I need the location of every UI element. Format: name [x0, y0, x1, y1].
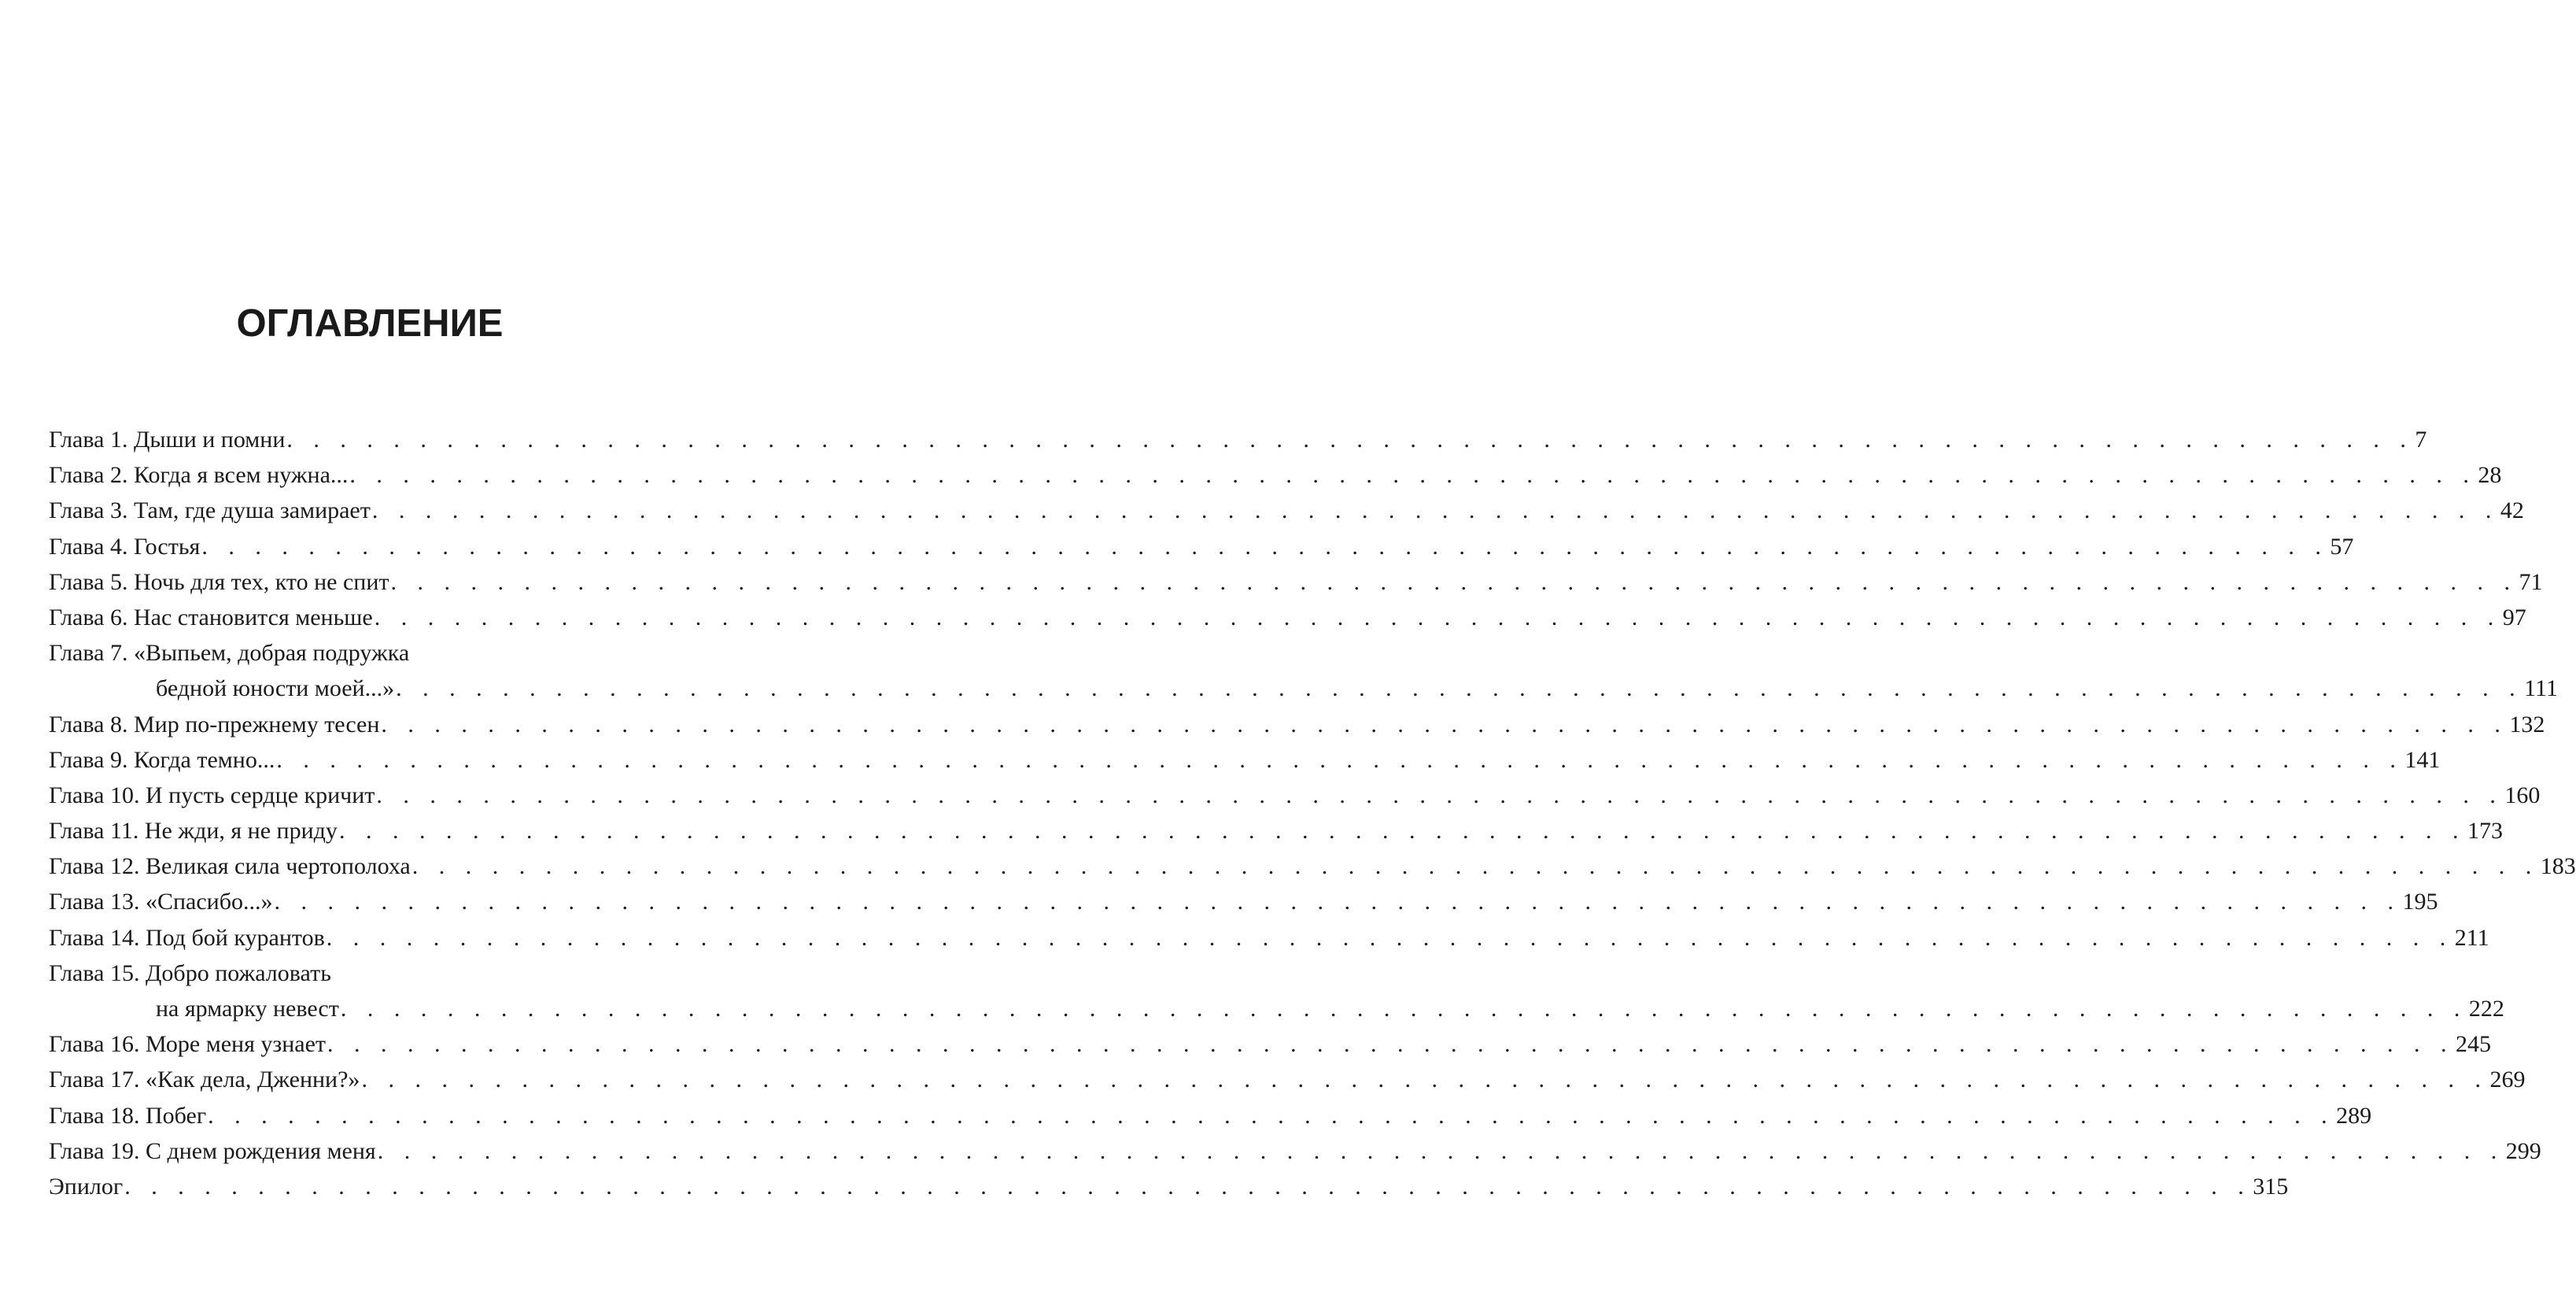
dot-leader: . . . . . . . . . . . . . . . . . . . . . . . . . . . . . . . . . . . . . . . . . . . . . . . . . . . . . . . . . . . . . . . . . . . . . . . . . . . . . . . .: [327, 1031, 2455, 1058]
chapter-number: Глава 14.: [49, 924, 140, 951]
dot-leader: . . . . . . . . . . . . . . . . . . . . . . . . . . . . . . . . . . . . . . . . . . . . . . . . . . . . . . . . . . . . . . . . . . . . . . . . . . . . . . . .: [376, 782, 2504, 808]
toc-line-continuation: [49, 671, 2558, 706]
entry-label: [49, 848, 411, 884]
chapter-number: Глава 19.: [49, 1137, 140, 1164]
page-number: 7: [2415, 427, 2427, 453]
dot-leader: . . . . . . . . . . . . . . . . . . . . . . . . . . . . . . . . . . . . . . . . . . . . . . . . . . . . . . . . . . . . . . . . . . . . . . . . . . . . . . . .: [381, 711, 2508, 738]
toc-entry: [49, 1133, 2541, 1169]
chapter-title: Мир по-прежнему тесен: [133, 711, 380, 738]
toc-entry: [49, 1169, 2289, 1204]
entry-label: [156, 671, 394, 706]
chapter-title: Когда я всем нужна...: [133, 462, 349, 489]
dot-leader: . . . . . . . . . . . . . . . . . . . . . . . . . . . . . . . . . . . . . . . . . . . . . . . . . . . . . . . . . . . . . . . . . . . . . . . . . . . . . . . .: [349, 462, 2477, 489]
entry-label: [49, 600, 373, 635]
dot-leader: . . . . . . . . . . . . . . . . . . . . . . . . . . . . . . . . . . . . . . . . . . . . . . . . . . . . . . . . . . . . . . . . . . . . . . . . . . . . . . . .: [338, 818, 2466, 845]
page-number: 42: [2500, 497, 2524, 524]
toc-entry: [49, 920, 2489, 956]
chapter-number: Глава 9.: [49, 746, 128, 773]
toc-line: [49, 1169, 2289, 1204]
dot-leader: . . . . . . . . . . . . . . . . . . . . . . . . . . . . . . . . . . . . . . . . . . . . . . . . . . . . . . . . . . . . . . . . . . . . . . . . . . . . . . . .: [201, 533, 2329, 560]
entry-label: [49, 1169, 123, 1204]
dot-leader: . . . . . . . . . . . . . . . . . . . . . . . . . . . . . . . . . . . . . . . . . . . . . . . . . . . . . . . . . . . . . . . . . . . . . . . . . . . . . . . .: [377, 1137, 2504, 1164]
entry-label: [49, 564, 389, 600]
dot-leader: . . . . . . . . . . . . . . . . . . . . . . . . . . . . . . . . . . . . . . . . . . . . . . . . . . . . . . . . . . . . . . . . . . . . . . . . . . . . . . . .: [274, 889, 2401, 915]
chapter-title: Побег: [145, 1102, 207, 1129]
table-of-contents: [49, 422, 2576, 1204]
chapter-title: Дыши и помни: [133, 427, 286, 453]
entry-label: [49, 707, 379, 742]
chapter-title: И пусть сердце кричит: [145, 782, 375, 808]
toc-entry: [49, 707, 2545, 742]
page-number: 315: [2253, 1173, 2289, 1200]
chapter-number: Глава 12.: [49, 853, 140, 880]
toc-entry: [49, 956, 2504, 1026]
chapter-number: Глава 13.: [49, 889, 140, 915]
page-title: ОГЛАВЛЕНИЕ: [236, 302, 504, 345]
page-number: 222: [2468, 996, 2504, 1022]
dot-leader: . . . . . . . . . . . . . . . . . . . . . . . . . . . . . . . . . . . . . . . . . . . . . . . . . . . . . . . . . . . . . . . . . . . . . . . . . . . . . . . .: [396, 675, 2523, 702]
entry-label: [49, 1133, 376, 1169]
toc-entry: [49, 564, 2543, 600]
chapter-number: Глава 11.: [49, 818, 139, 845]
chapter-title: Нас становится меньше: [133, 604, 373, 630]
toc-line: [49, 707, 2545, 742]
toc-entry: [49, 457, 2502, 493]
chapter-title: Эпилог: [49, 1173, 124, 1200]
page-number: 195: [2402, 889, 2438, 915]
page-number: 269: [2489, 1067, 2526, 1093]
toc-line: [49, 920, 2489, 956]
page-number: 71: [2519, 568, 2543, 595]
entry-label: [49, 884, 272, 919]
page-number: 141: [2404, 746, 2441, 773]
entry-label: [156, 991, 339, 1026]
chapter-title: Там, где душа замирает: [133, 497, 371, 524]
chapter-title: Великая сила чертополоха: [145, 853, 411, 880]
chapter-number: Глава 2.: [49, 462, 128, 489]
chapter-title: Под бой курантов: [145, 924, 325, 951]
toc-line: [49, 848, 2576, 884]
chapter-number: Глава 15.: [49, 959, 140, 986]
chapter-number: Глава 7.: [49, 640, 128, 667]
chapter-title: бедной юности моей...»: [156, 675, 395, 702]
dot-leader: . . . . . . . . . . . . . . . . . . . . . . . . . . . . . . . . . . . . . . . . . . . . . . . . . . . . . . . . . . . . . . . . . . . . . . . . . . . . . . . .: [124, 1173, 2252, 1200]
page-number: 132: [2509, 711, 2545, 738]
page-number: 289: [2336, 1102, 2372, 1129]
entry-label: [49, 956, 331, 991]
chapter-title: на ярмарку невест: [156, 996, 339, 1022]
entry-label: [49, 493, 371, 528]
toc-entry: [49, 635, 2558, 706]
entry-label: [49, 1062, 360, 1097]
dot-leader: . . . . . . . . . . . . . . . . . . . . . . . . . . . . . . . . . . . . . . . . . . . . . . . . . . . . . . . . . . . . . . . . . . . . . . . . . . . . . . . .: [390, 568, 2518, 595]
toc-entry: [49, 742, 2441, 778]
entry-label: [49, 635, 409, 671]
chapter-number: Глава 6.: [49, 604, 128, 630]
toc-entry: [49, 884, 2438, 919]
toc-entry: [49, 813, 2503, 848]
toc-entry: [49, 529, 2354, 564]
chapter-number: Глава 18.: [49, 1102, 140, 1129]
dot-leader: . . . . . . . . . . . . . . . . . . . . . . . . . . . . . . . . . . . . . . . . . . . . . . . . . . . . . . . . . . . . . . . . . . . . . . . . . . . . . . . .: [340, 996, 2467, 1022]
toc-line: [49, 422, 2427, 457]
page-number: 160: [2504, 782, 2541, 808]
page-number: 57: [2330, 533, 2354, 560]
chapter-number: Глава 17.: [49, 1067, 140, 1093]
page-number: 28: [2478, 462, 2502, 489]
chapter-title: «Выпьем, добрая подружка: [133, 640, 410, 667]
entry-label: [49, 742, 275, 778]
toc-line: [49, 493, 2524, 528]
chapter-title: С днем рождения меня: [145, 1137, 376, 1164]
toc-line: [49, 884, 2438, 919]
chapter-number: Глава 1.: [49, 427, 128, 453]
entry-label: [49, 813, 338, 848]
toc-line: [49, 1026, 2492, 1062]
toc-entry: [49, 1026, 2492, 1062]
toc-line: [49, 778, 2541, 813]
dot-leader: . . . . . . . . . . . . . . . . . . . . . . . . . . . . . . . . . . . . . . . . . . . . . . . . . . . . . . . . . . . . . . . . . . . . . . . . . . . . . . . .: [208, 1102, 2335, 1129]
chapter-number: Глава 5.: [49, 568, 128, 595]
dot-leader: . . . . . . . . . . . . . . . . . . . . . . . . . . . . . . . . . . . . . . . . . . . . . . . . . . . . . . . . . . . . . . . . . . . . . . . . . . . . . . . .: [371, 497, 2499, 524]
toc-entry: [49, 600, 2526, 635]
chapter-number: Глава 8.: [49, 711, 128, 738]
toc-entry: [49, 1062, 2526, 1097]
toc-entry: [49, 493, 2524, 528]
dot-leader: . . . . . . . . . . . . . . . . . . . . . . . . . . . . . . . . . . . . . . . . . . . . . . . . . . . . . . . . . . . . . . . . . . . . . . . . . . . . . . . .: [326, 924, 2453, 951]
page-number: 183: [2540, 853, 2576, 880]
chapter-title: Когда темно...: [133, 746, 275, 773]
chapter-title: «Спасибо...»: [145, 889, 273, 915]
toc-line: [49, 564, 2543, 600]
dot-leader: . . . . . . . . . . . . . . . . . . . . . . . . . . . . . . . . . . . . . . . . . . . . . . . . . . . . . . . . . . . . . . . . . . . . . . . . . . . . . . . .: [411, 853, 2539, 880]
entry-label: [49, 778, 375, 813]
entry-label: [49, 457, 348, 493]
toc-line: [49, 600, 2526, 635]
toc-line: [49, 813, 2503, 848]
entry-label: [49, 1026, 326, 1062]
entry-label: [49, 529, 200, 564]
dot-leader: . . . . . . . . . . . . . . . . . . . . . . . . . . . . . . . . . . . . . . . . . . . . . . . . . . . . . . . . . . . . . . . . . . . . . . . . . . . . . . . .: [374, 604, 2501, 630]
dot-leader: . . . . . . . . . . . . . . . . . . . . . . . . . . . . . . . . . . . . . . . . . . . . . . . . . . . . . . . . . . . . . . . . . . . . . . . . . . . . . . . .: [286, 427, 2414, 453]
page-number: 211: [2454, 924, 2489, 951]
chapter-title: Гостья: [133, 533, 201, 560]
toc-line: [49, 956, 694, 991]
toc-entry: [49, 848, 2576, 884]
chapter-number: Глава 16.: [49, 1031, 140, 1058]
chapter-title: «Как дела, Дженни?»: [145, 1067, 360, 1093]
toc-line: [49, 635, 694, 671]
dot-leader: . . . . . . . . . . . . . . . . . . . . . . . . . . . . . . . . . . . . . . . . . . . . . . . . . . . . . . . . . . . . . . . . . . . . . . . . . . . . . . . .: [361, 1067, 2489, 1093]
toc-line: [49, 529, 2354, 564]
toc-line-continuation: [49, 991, 2504, 1026]
page-number: 173: [2467, 818, 2503, 845]
toc-line: [49, 457, 2502, 493]
chapter-title: Море меня узнает: [145, 1031, 327, 1058]
toc-entry: [49, 422, 2427, 457]
entry-label: [49, 920, 325, 956]
toc-entry: [49, 778, 2541, 813]
page-number: 245: [2456, 1031, 2492, 1058]
chapter-number: Глава 10.: [49, 782, 140, 808]
chapter-title: Ночь для тех, кто не спит: [133, 568, 389, 595]
chapter-title: Не жди, я не приду: [144, 818, 338, 845]
toc-entry: [49, 1098, 2372, 1133]
chapter-title: Добро пожаловать: [145, 959, 331, 986]
toc-line: [49, 1133, 2541, 1169]
toc-line: [49, 1098, 2372, 1133]
page-number: 111: [2524, 675, 2558, 702]
chapter-number: Глава 4.: [49, 533, 128, 560]
toc-line: [49, 1062, 2526, 1097]
entry-label: [49, 422, 285, 457]
page-number: 97: [2502, 604, 2526, 630]
entry-label: [49, 1098, 206, 1133]
dot-leader: . . . . . . . . . . . . . . . . . . . . . . . . . . . . . . . . . . . . . . . . . . . . . . . . . . . . . . . . . . . . . . . . . . . . . . . . . . . . . . . .: [276, 746, 2404, 773]
chapter-number: Глава 3.: [49, 497, 128, 524]
page-number: 299: [2505, 1137, 2541, 1164]
toc-line: [49, 742, 2441, 778]
